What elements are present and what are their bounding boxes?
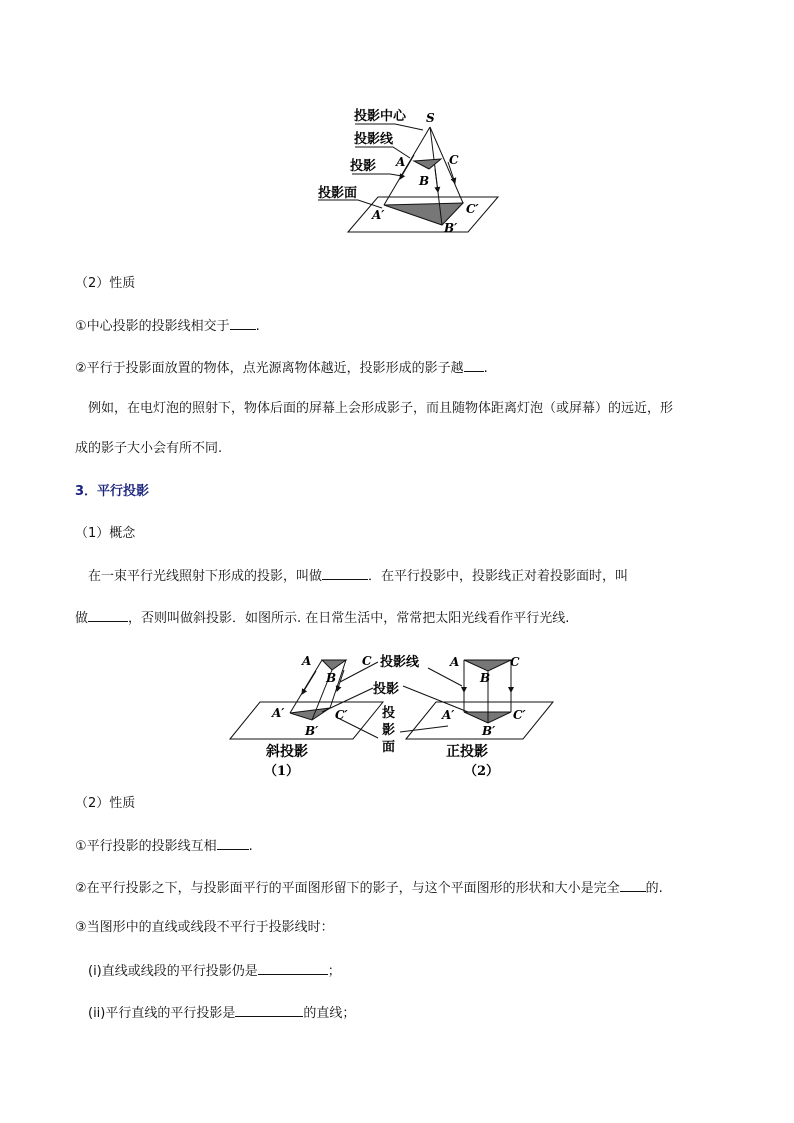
- point-A-prime: A′: [372, 208, 385, 222]
- object-triangle: [414, 159, 441, 169]
- section2-props-title: （2）性质: [75, 276, 136, 291]
- right-point-A-prime: A′: [442, 708, 455, 722]
- concept-text-end: ．在平行投影中，投影线正对着投影面时，叫: [368, 569, 629, 584]
- label-plane-2: 影: [382, 723, 396, 738]
- right-point-A: A: [450, 655, 460, 669]
- right-point-B-prime: B′: [482, 724, 496, 738]
- concept-line-2: [75, 609, 569, 627]
- item-text: ①中心投影的投影线相交于: [75, 319, 230, 334]
- point-C-prime: C′: [466, 202, 479, 216]
- answer-blank[interactable]: [464, 359, 484, 372]
- concept-text: 做: [75, 611, 89, 626]
- section3-item3: ③当图形中的直线或线段不平行于投影线时：: [75, 920, 334, 935]
- sub-text: (ii)平行直线的平行投影是: [88, 1006, 236, 1021]
- answer-blank[interactable]: [217, 837, 249, 850]
- point-C: C: [449, 153, 459, 167]
- item-text: ①平行投影的投影线互相: [75, 839, 217, 854]
- answer-blank[interactable]: [322, 567, 368, 580]
- label-plane-3: 面: [382, 740, 396, 755]
- orthogonal-plane: [406, 702, 553, 739]
- item-text-end: .: [248, 839, 253, 854]
- oblique-shadow: [290, 708, 330, 720]
- section3-item1: [75, 837, 253, 855]
- label-plane-1: 投: [382, 706, 396, 721]
- label-projection-line: 投影线: [380, 655, 420, 670]
- section3-heading: 3．平行投影: [75, 484, 150, 499]
- answer-blank[interactable]: [88, 609, 128, 622]
- label-line: 投影线: [354, 132, 394, 147]
- concept-line-1: [88, 567, 628, 585]
- right-point-C-prime: C′: [513, 708, 526, 722]
- section3-props-title: （2）性质: [75, 796, 136, 811]
- label-n1: （1）: [264, 764, 300, 779]
- item-text: ②在平行投影之下，与投影面平行的平面图形留下的影子，与这个平面图形的形状和大小是完全: [75, 881, 620, 896]
- item-text-end: .: [255, 319, 260, 334]
- left-point-A: A: [302, 654, 312, 668]
- example-line-2: 成的影子大小会有所不同.: [75, 441, 223, 456]
- orthogonal-object: [464, 660, 511, 671]
- parallel-projection-figure: [228, 640, 558, 785]
- central-projection-figure: [310, 100, 500, 240]
- label-oblique: 斜投影: [266, 744, 308, 760]
- right-point-B: B: [480, 671, 491, 685]
- point-S: S: [426, 111, 435, 125]
- label-orthogonal: 正投影: [446, 744, 488, 760]
- left-point-B-prime: B′: [305, 724, 319, 738]
- left-point-B: B: [326, 671, 337, 685]
- label-n2: （2）: [464, 764, 500, 779]
- right-point-C: C: [510, 655, 520, 669]
- section3-sub1: [88, 962, 341, 980]
- section3-item2: [75, 879, 663, 897]
- sub-text: (i)直线或线段的平行投影仍是: [88, 964, 258, 979]
- sub-text-end: ；: [327, 964, 341, 979]
- sub-text-end: 的直线；: [303, 1006, 356, 1021]
- concept-text: 在一束平行光线照射下形成的投影，叫做: [88, 569, 323, 584]
- item-text: ②平行于投影面放置的物体，点光源离物体越近，投影形成的影子越: [75, 361, 464, 376]
- item-text-end: .: [483, 361, 488, 376]
- item-text-end: 的.: [645, 881, 663, 896]
- section2-item2: [75, 359, 488, 377]
- point-B-prime: B′: [444, 221, 458, 235]
- label-projection: 投影: [350, 159, 377, 174]
- left-point-C-prime: C′: [335, 708, 348, 722]
- left-point-A-prime: A′: [272, 706, 285, 720]
- answer-blank[interactable]: [258, 962, 328, 975]
- point-A: A: [396, 155, 406, 169]
- oblique-object: [322, 660, 346, 670]
- answer-blank[interactable]: [620, 879, 646, 892]
- section3-sub2: [88, 1004, 355, 1022]
- label-plane: 投影面: [318, 186, 358, 201]
- section2-item1: [75, 317, 260, 335]
- point-B: B: [419, 174, 430, 188]
- concept-text-end: ，否则叫做斜投影．如图所示. 在日常生活中，常常把太阳光线看作平行光线.: [128, 611, 570, 626]
- label-center: 投影中心: [354, 109, 407, 124]
- concept-title: （1）概念: [75, 526, 136, 541]
- example-line-1: 例如，在电灯泡的照射下，物体后面的屏幕上会形成影子，而且随物体距离灯泡（或屏幕）的远近，形: [88, 401, 674, 416]
- left-point-C: C: [362, 654, 372, 668]
- answer-blank[interactable]: [230, 317, 256, 330]
- answer-blank[interactable]: [235, 1004, 303, 1017]
- label-projection: 投影: [373, 682, 400, 697]
